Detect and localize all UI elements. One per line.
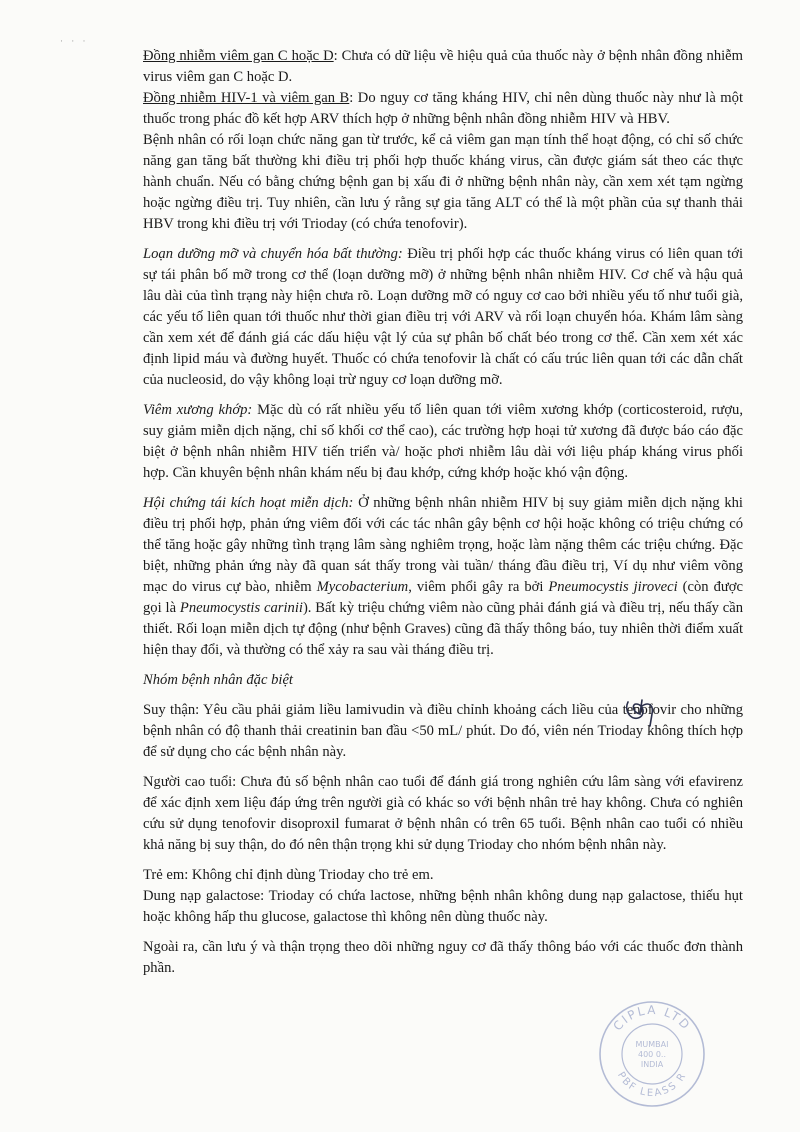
paragraph-immune-reactivation: Hội chứng tái kích hoạt miễn dịch: Ở những bệnh nhân nhiễm HIV bị suy giảm miễn dịch nặng khi điều trị phối hợp, phản ứng viêm đối với các tác nhân gây bệnh cơ hội hoặc không có triệu chứng có thể tăng hoặc gây những tình trạng lâm sàng nghiêm trọng, hoặc làm nặng thêm các triệu chứng. Đặc biệt, những phản ứng này đã quan sát thấy trong vài tuần/ tháng đầu điều trị, Ví dụ như viêm võng mạc do virus cự bào, nhiễm Mycobacterium, viêm phổi gây ra bởi Pneumocystis jiroveci (còn được gọi là Pneumocystis carinii). Bất kỳ triệu chứng viêm nào cũng phải đánh giá và điều trị, nếu thấy cần thiết. Rối loạn miễn dịch tự động (như bệnh Graves) cũng đã thấy thông báo, tuy nhiên thời điểm xuất hiện thay đổi, và thường có thể xảy ra sau vài tháng điều trị. — [143, 495, 743, 658]
paragraph-galactose: Dung nạp galactose: Trioday có chứa lactose, những bệnh nhân không dung nạp galactose, thiếu hụt hoặc không hấp thu glucose, galactose thì không nên dùng thuốc này. — [143, 888, 743, 925]
paragraph-elderly: Người cao tuổi: Chưa đủ số bệnh nhân cao tuổi để đánh giá trong nghiên cứu lâm sàng với efavirenz để xác định xem liệu đáp ứng trên người già có khác so với bệnh nhân trẻ hay không. Chưa có nghiên cứu sử dụng tenofovir disoproxil fumarat ở bệnh nhân có trên 65 tuổi. Bệnh nhân cao tuổi có nhiều khả năng bị suy thận, do đó nên thận trọng khi sử dụng Trioday cho nhóm bệnh nhân này. — [143, 774, 743, 853]
heading-osteonecrosis: Viêm xương khớp: — [143, 402, 253, 418]
document-body — [143, 46, 743, 979]
seal-top-text: CIPLA LTD — [610, 1002, 694, 1034]
seal-country: INDIA — [640, 1060, 664, 1069]
heading-hiv-hepatitis-b: Đồng nhiễm HIV-1 và viêm gan B — [143, 90, 350, 106]
seal-city: MUMBAI — [635, 1040, 669, 1049]
paragraph-children: Trẻ em: Không chỉ định dùng Trioday cho trẻ em. — [143, 867, 434, 883]
heading-special-populations: Nhóm bệnh nhân đặc biệt — [143, 672, 293, 688]
heading-hepatitis-c-d: Đồng nhiễm viêm gan C hoặc D — [143, 48, 334, 64]
paragraph-liver-dysfunction: Bệnh nhân có rối loạn chức năng gan từ trước, kể cả viêm gan mạn tính thể hoạt động, có chỉ số chức năng gan tăng bất thường khi điều trị phối hợp thuốc kháng virus, cần được giám sát theo các thực hành chuẩn. Nếu có bằng chứng bệnh gan bị xấu đi ở những bệnh nhân này, cần xem xét tạm ngừng hoặc ngừng điều trị. Tuy nhiên, cần lưu ý rằng sự gia tăng ALT có thể là một phần của sự thanh thải HBV trong khi điều trị với Trioday (có chứa tenofovir). — [143, 132, 743, 232]
paragraph-closing-note: Ngoài ra, cần lưu ý và thận trọng theo dõi những nguy cơ đã thấy thông báo với các thuốc đơn thành phần. — [143, 939, 743, 976]
paragraph-hiv-hepatitis-b: Đồng nhiễm HIV-1 và viêm gan B: Do nguy cơ tăng kháng HIV, chỉ nên dùng thuốc này như là một thuốc trong phác đồ kết hợp ARV thích hợp ở những bệnh nhân đồng nhiễm HIV và HBV. — [143, 90, 744, 127]
paragraph-lipodystrophy: Loạn dưỡng mỡ và chuyển hóa bất thường: Điều trị phối hợp các thuốc kháng virus có liên quan tới sự tái phân bố mỡ trong cơ thể (loạn dưỡng mỡ) ở những bệnh nhân nhiễm HIV. Cơ chế và hậu quả lâu dài của tình trạng này hiện chưa rõ. Loạn dưỡng mỡ có nguy cơ cao bởi nhiều yếu tố như tuổi già, các yếu tố liên quan tới thuốc như thời gian điều trị với ARV và rối loạn chuyển hóa. Khám lâm sàng cần xem xét để đánh giá các dấu hiệu vật lý của sự phân bố chất béo trong cơ thể. Cần xem xét xác định lipid máu và đường huyết. Thuốc có chứa tenofovir là chất có cấu trúc liên quan tới các dẫn chất của nucleosid, do vậy không loại trừ nguy cơ loạn dưỡng mỡ. — [143, 246, 744, 388]
paragraph-hepatitis-c-d: Đồng nhiễm viêm gan C hoặc D: Chưa có dữ liệu về hiệu quả của thuốc này ở bệnh nhân đồng nhiễm virus viêm gan C hoặc D. — [143, 48, 743, 85]
paragraph-osteonecrosis: Viêm xương khớp: Mặc dù có rất nhiều yếu tố liên quan tới viêm xương khớp (corticosteroid, rượu, suy giảm miễn dịch nặng, chỉ số khối cơ thể cao), các trường hợp hoại tử xương đã được báo cáo đặc biệt ở bệnh nhân nhiễm HIV tiến triển và/ hoặc phơi nhiễm lâu dài với liệu pháp kháng virus phối hợp. Cần khuyên bệnh nhân khám nếu bị đau khớp, cứng khớp hoặc khó vận động. — [143, 402, 743, 481]
company-seal — [596, 998, 708, 1110]
heading-lipodystrophy: Loạn dưỡng mỡ và chuyển hóa bất thường: — [143, 246, 403, 262]
paragraph-renal-impairment: Suy thận: Yêu cầu phải giảm liều lamivudin và điều chỉnh khoảng cách liều của tenofovir cho những bệnh nhân có độ thanh thải creatinin ban đầu <50 mL/ phút. Do đó, viên nén Trioday không thích hợp để sử dụng cho các bệnh nhân này. — [143, 702, 743, 760]
seal-bottom-text: PBF LEASS R — [614, 1070, 690, 1100]
handwritten-initial — [620, 692, 680, 732]
heading-immune-reactivation: Hội chứng tái kích hoạt miễn dịch: — [143, 495, 354, 511]
seal-code: 400 0.. — [638, 1050, 666, 1059]
scan-artifact: · · · — [60, 36, 89, 46]
